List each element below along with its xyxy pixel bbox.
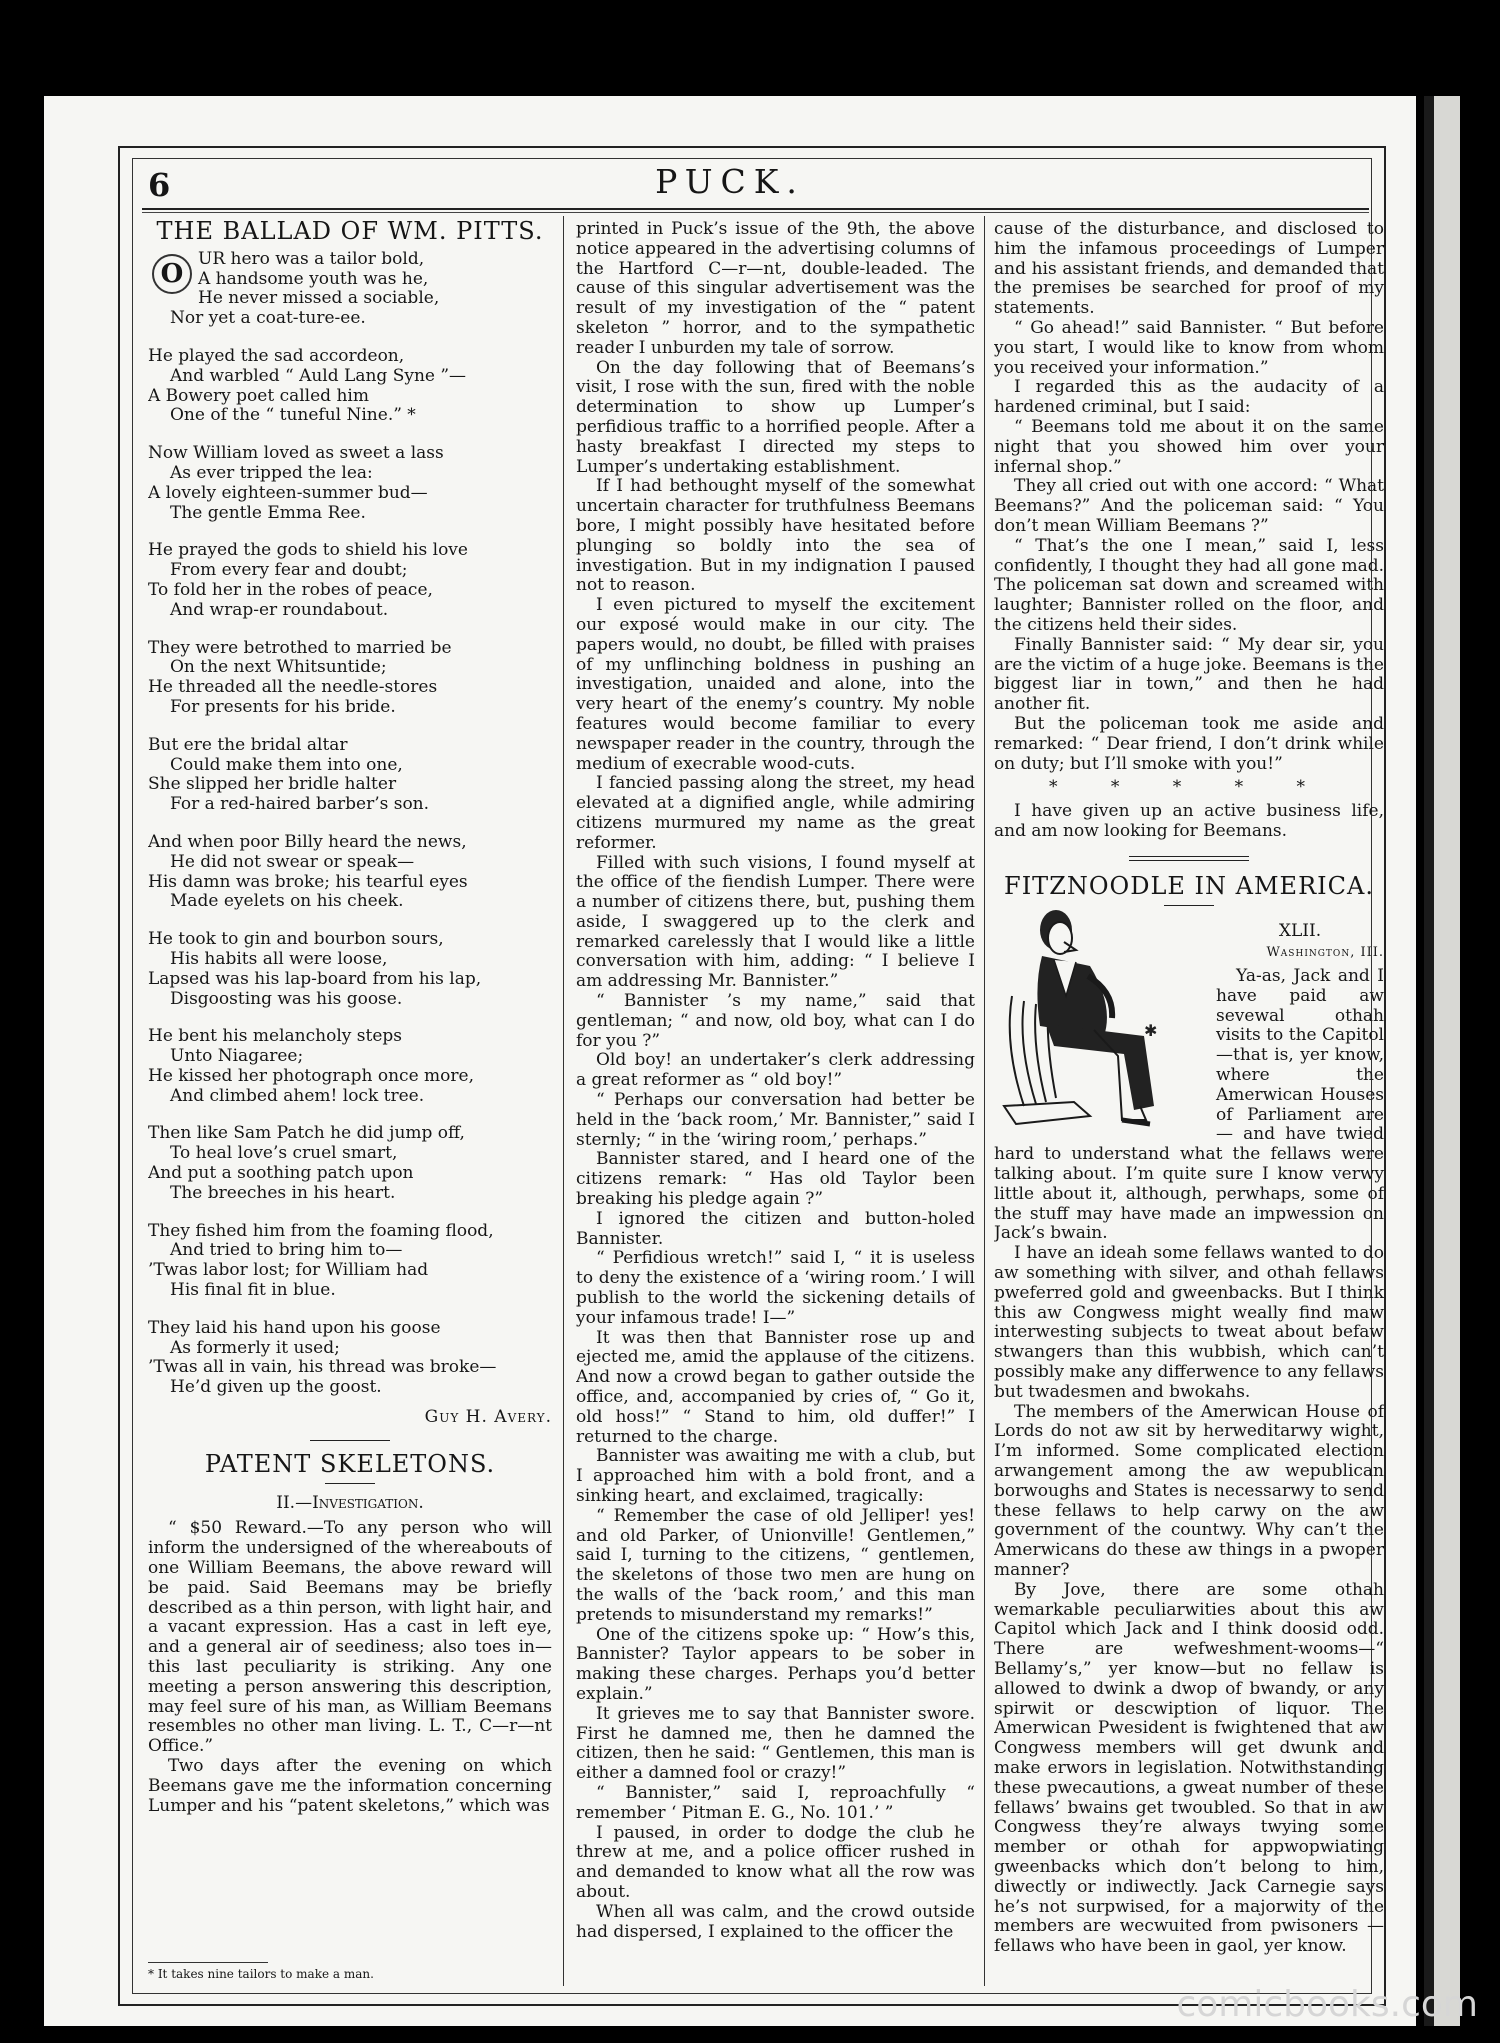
paragraph: Bannister stared, and I heard one of the citizens remark: “ Has old Taylor been breaking his pledge again ?” — [576, 1149, 975, 1210]
ballad-line: And wrap-er roundabout. — [170, 599, 389, 620]
section-rule — [310, 1440, 390, 1441]
section-rule — [325, 1483, 375, 1484]
paragraph: Old boy! an undertaker’s clerk addressing a great reformer as “ old boy!” — [576, 1050, 975, 1091]
paragraph: Two days after the evening on which Beemans gave me the information concerning Lumper and his “patent skeletons,” which was — [148, 1756, 552, 1816]
ballad-stanza — [148, 1319, 552, 1398]
ballad-title: THE BALLAD OF WM. PITTS. — [156, 220, 544, 245]
ballad-line: A Bowery poet called him — [148, 385, 369, 406]
skeletons-text-col3 — [994, 220, 1384, 774]
footnote-rule — [148, 1962, 268, 1963]
ballad-line: From every fear and doubt; — [170, 560, 408, 581]
column-1 — [148, 220, 552, 1985]
paragraph: It grieves me to say that Bannister swore. First he damned me, then he damned the citizen, then he said: “ Gentlemen, this man is either a damned fool or crazy!” — [576, 1703, 975, 1784]
ballad-line: He bent his melancholy steps — [148, 1026, 403, 1047]
ballad-line: And climbed ahem! lock tree. — [170, 1085, 425, 1106]
ballad-line: The gentle Emma Ree. — [170, 502, 366, 523]
ballad-line: He kissed her photograph once more, — [148, 1065, 474, 1086]
ballad-line: She slipped her bridle halter — [148, 774, 397, 795]
paragraph: “ Bannister,” said I, reproachfully “ remember ‘ Pitman E. G., No. 101.’ ” — [576, 1782, 975, 1823]
ballad-line: Now William loved as sweet a lass — [148, 443, 444, 464]
paragraph: I even pictured to myself the excitement our exposé would make in our city. The papers would, no doubt, be filled with praises of my unflinching boldness in pushing an investigation, unaided and alone, into the very heart of the enemy’s country. My noble features would become familiar to every newspaper reader in the country, through the medium of execrable wood-cuts. — [576, 595, 975, 774]
ballad-line: Made eyelets on his cheek. — [170, 891, 404, 912]
svg-text:✱: ✱ — [1144, 1020, 1158, 1040]
ballad-line: Lapsed was his lap-board from his lap, — [148, 968, 482, 989]
ballad-line: He threaded all the needle-stores — [148, 677, 438, 698]
paragraph: But the policeman took me aside and remarked: “ Dear friend, I don’t drink while on duty; but I’ll smoke with you!” — [994, 713, 1384, 774]
skeletons-text-col1 — [148, 1519, 552, 1816]
ballad-line: Could make them into one, — [170, 754, 403, 775]
ballad-line: On the next Whitsuntide; — [170, 657, 387, 678]
paragraph: “ Bannister ’s my name,” said that gentleman; “ and now, old boy, what can I do for you ?” — [576, 991, 975, 1051]
ballad-stanza — [148, 347, 552, 426]
paragraph: Ya-as, Jack and I have paid aw sevewal othah visits to the Capitol—that is, yer know, where the Amerwican Houses of Parliament are — and have twied hard to understand what the fellaws were talking about. I’m quite sure I know verwy little about it, although, perwhaps, some of the stuff may have made an impwession on Jack’s bwain. — [994, 966, 1384, 1244]
ballad-line: He took to gin and bourbon sours, — [148, 929, 444, 950]
ballad-line: ’Twas labor lost; for William had — [148, 1260, 429, 1281]
paragraph: I fancied passing along the street, my head elevated at a dignified angle, while admiring citizens murmured my name as the great reformer. — [576, 773, 975, 853]
skeletons-text-col2 — [576, 220, 975, 1942]
seated-gentleman-illustration — [994, 906, 1208, 1132]
paragraph: Filled with such visions, I found myself at the office of the fiendish Lumper. There were a number of citizens there, but, pushing them aside, I swaggered up to the clerk and remarked carelessly that I would like a little conversation with him, adding: “ I believe I am addressing Mr. Bannister.” — [576, 852, 975, 992]
paragraph: I paused, in order to dodge the club he threw at me, and a police officer rushed in and demanded to know what all the row was about. — [576, 1822, 975, 1902]
ballad-line: And put a soothing patch upon — [148, 1163, 414, 1184]
ballad-line: To fold her in the robes of peace, — [148, 579, 433, 600]
paragraph: printed in Puck’s issue of the 9th, the above notice appeared in the advertising columns of the Hartford C—r—nt, double-leaded. The cause of this singular advertisement was the result of my investigation of the “ patent skeleton ” horror, and to the sympathetic reader I unburden my tale of sorrow. — [576, 220, 975, 358]
ballad-stanza — [148, 833, 552, 912]
watermark: comicbooks.com — [1176, 1984, 1478, 2025]
ballad-line: He never missed a sociable, — [198, 288, 440, 309]
ballad-stanza — [148, 1124, 552, 1203]
masthead: PUCK. — [655, 162, 805, 201]
paragraph: I have an ideah some fellaws wanted to do aw something with silver, and othah fellaws pweferred gold and gweenbacks. But I think this aw Congwess might weally find maw interwesting subjects to tweat about befaw stwangers than this wubbish, which can’t possibly make any differwence to any fellaws but twadesmen and bwokahs. — [994, 1243, 1384, 1402]
paragraph: I regarded this as the audacity of a hardened criminal, but I said: — [994, 377, 1384, 418]
paragraph: The members of the Amerwican House of Lords do not aw sit by herweditarwy wight, I’m informed. Some complicated election arwangement among the aw wepublican borwoughs and States is necessarwy to send these fellaws to help carwy on the aw government of the countwy. Why can’t the Amerwicans do these aw things in a pwoper manner? — [994, 1401, 1384, 1580]
ballad-line: As formerly it used; — [170, 1337, 340, 1358]
ballad-line: Then like Sam Patch he did jump off, — [148, 1123, 465, 1144]
ballad-line: And warbled “ Auld Lang Syne ”— — [170, 365, 467, 386]
fitznoodle-title: FITZNOODLE IN AMERICA. — [1004, 871, 1374, 900]
paragraph: On the day following that of Beemans’s visit, I rose with the sun, fired with the noble determination to show up Lumper’s perfidious traffic to a horrified people. After a hasty breakfast I directed my steps to Lumper’s undertaking establishment. — [576, 357, 975, 477]
ballad-line: One of the “ tuneful Nine.” * — [170, 405, 416, 426]
ballad-line: And tried to bring him to— — [170, 1240, 403, 1261]
column-3 — [994, 220, 1384, 1985]
ballad-signature: Guy H. Avery. — [424, 1407, 552, 1428]
paragraph: “ $50 Reward.—To any person who will inform the undersigned of the whereabouts of one William Beemans, the above reward will be paid. Said Beemans may be briefly described as a thin person, with light hair, and a vacant expression. Has a cast in left eye, and a general air of seediness; also toes in—this last peculiarity is striking. Any one meeting a person answering this description, may feel sure of his man, as William Beemans resembles no other man living. L. T., C—r—nt Office.” — [148, 1518, 552, 1757]
ballad-stanza — [148, 639, 552, 718]
ballad-line: And when poor Billy heard the news, — [148, 831, 467, 852]
newspaper-page — [44, 96, 1416, 2026]
ballad-stanza — [148, 930, 552, 1009]
ballad-line: A lovely eighteen-summer bud— — [148, 482, 428, 503]
adjacent-page-edge — [1424, 96, 1460, 2026]
ballad-line: For presents for his bride. — [170, 696, 396, 717]
ballad-line: But ere the bridal altar — [148, 734, 348, 755]
paragraph: They all cried out with one accord: “ What Beemans?” And the policeman said: “ You don’t mean William Beemans ?” — [994, 476, 1384, 536]
ballad-line: The breeches in his heart. — [170, 1182, 396, 1203]
paragraph: By Jove, there are some othah wemarkable peculiarwities about this aw Capitol which Jack and I think doosid odd. There are wefweshment-wooms—“ Bellamy’s,” yer know—but no fellaw is allowed to dwink a dwop of bwandy, or any spirwit or descwiption of liquor. The Amerwican Pwesident is fwightened that aw Congwess members will get dwunk and make erwors in legislation. Notwithstanding these pwecautions, a gweat number of these fellaws’ bwains get twoubled. So that in aw Congwess they’re always twying some member or othah for appwopwiating gweenbacks which don’t belong to him, diwectly or indiwectly. Jack Carnegie says he’s not surpwised, for a majorwity of the members are wecwuited from pwisoners —fellaws who have been in gaol, yer know. — [994, 1579, 1384, 1957]
ballad-stanza — [148, 1027, 552, 1106]
ballad-line: To heal love’s cruel smart, — [170, 1143, 398, 1164]
column-rule — [984, 216, 985, 1986]
ballad-stanza — [148, 736, 552, 815]
ballad-stanza — [148, 541, 552, 620]
paragraph: I ignored the citizen and button-holed Bannister. — [576, 1208, 975, 1249]
page-number: 6 — [148, 166, 171, 204]
ballad-line: His habits all were loose, — [170, 948, 388, 969]
section-stars: * * * * * — [1048, 777, 1330, 798]
fitznoodle-number: XLII. — [1278, 920, 1322, 941]
ballad-line: He prayed the gods to shield his love — [148, 540, 468, 561]
ballad-line: He’d given up the goost. — [170, 1377, 382, 1398]
ballad-stanza — [148, 250, 552, 329]
paragraph: Finally Bannister said: “ My dear sir, you are the victim of a huge joke. Beemans is the biggest liar in town,” and then he had another fit. — [994, 634, 1384, 715]
dropcap-ornament: O — [152, 254, 192, 294]
paragraph: “ Perhaps our conversation had better be held in the ‘back room,’ Mr. Bannister,” said I sternly; “ in the ‘wiring room,’ perhaps.” — [576, 1090, 975, 1150]
paragraph: “ Remember the case of old Jelliper! yes! and old Parker, of Unionville! Gentlemen,” said I, turning to the citizens, “ gentlemen, the skeletons of those two men are hung on the walls of the ‘back room,’ and this man pretends to misunderstand my remarks!” — [576, 1505, 975, 1625]
ballad-line: He did not swear or speak— — [170, 851, 415, 872]
section-double-rule — [1129, 856, 1249, 861]
paragraph: If I had bethought myself of the somewhat uncertain character for truthfulness Beemans bore, I might possibly have hesitated before plunging so boldly into the sea of investigation. But in my indignation I paused not to reason. — [576, 476, 975, 596]
ballad-stanza — [148, 1222, 552, 1301]
ballad-poem — [148, 250, 552, 1398]
ballad-line: He played the sad accordeon, — [148, 345, 405, 366]
paragraph: One of the citizens spoke up: “ How’s this, Bannister? Taylor appears to be sober in making these charges. Perhaps you’d better explain.” — [576, 1624, 975, 1704]
ballad-line: They laid his hand upon his goose — [148, 1317, 441, 1338]
ballad-line: Unto Niagaree; — [170, 1046, 304, 1067]
paragraph: “ Beemans told me about it on the same night that you showed him over your infernal shop.” — [994, 416, 1384, 477]
column-2 — [576, 220, 975, 1985]
ballad-line: For a red-haired barber’s son. — [170, 794, 430, 815]
paragraph: It was then that Bannister rose up and ejected me, amid the applause of the citizens. And now a crowd began to gather outside the office, and, accompanied by cries of, “ Go it, old hoss!” “ Stand to him, old duffer!” I returned to the charge. — [576, 1327, 975, 1447]
ballad-line: His final fit in blue. — [170, 1280, 336, 1301]
paragraph: “ Perfidious wretch!” said I, “ it is useless to deny the existence of a ‘wiring room.’ I will publish to the world the sickening details of your infamous trade! I—” — [576, 1248, 975, 1328]
ballad-line: ’Twas all in vain, his thread was broke— — [148, 1357, 497, 1378]
ballad-line: They fished him from the foaming flood, — [148, 1220, 494, 1241]
fitznoodle-place: Washington, III. — [1266, 945, 1384, 961]
ballad-line: Nor yet a coat-ture-ee. — [170, 308, 366, 329]
ballad-line: His damn was broke; his tearful eyes — [148, 871, 468, 892]
skeletons-closing: I have given up an active business life, and am now looking for Beemans. — [994, 801, 1384, 841]
ballad-line: As ever tripped the lea: — [170, 462, 373, 483]
ballad-line: UR hero was a tailor bold, — [198, 248, 425, 269]
paragraph: cause of the disturbance, and disclosed to him the infamous proceedings of Lumper and his assistant friends, and demanded that the premises be searched for proof of my statements. — [994, 220, 1384, 319]
skeletons-subtitle: II.—Investigation. — [276, 1492, 424, 1513]
column-rule — [563, 216, 564, 1986]
ballad-stanza — [148, 444, 552, 523]
skeletons-title: PATENT SKELETONS. — [204, 1449, 496, 1478]
paragraph: “ Go ahead!” said Bannister. “ But before you start, I would like to know from whom you received your information.” — [994, 317, 1384, 378]
ballad-line: They were betrothed to married be — [148, 637, 452, 658]
paragraph: “ That’s the one I mean,” said I, less confidently, I thought they had all gone mad. The policeman sat down and screamed with laughter; Bannister rolled on the floor, and the citizens held their sides. — [994, 535, 1384, 635]
paragraph: When all was calm, and the crowd outside had dispersed, I explained to the officer the — [576, 1901, 975, 1942]
fitznoodle-illustration — [994, 906, 1208, 1132]
paragraph: Bannister was awaiting me with a club, but I approached him with a bold front, and a sinking heart, and exclaimed, tragically: — [576, 1446, 975, 1506]
footnote: * It takes nine tailors to make a man. — [148, 1967, 374, 1982]
ballad-line: Disgoosting was his goose. — [170, 988, 403, 1009]
header-rule — [142, 208, 1369, 213]
ballad-line: A handsome youth was he, — [198, 268, 429, 289]
